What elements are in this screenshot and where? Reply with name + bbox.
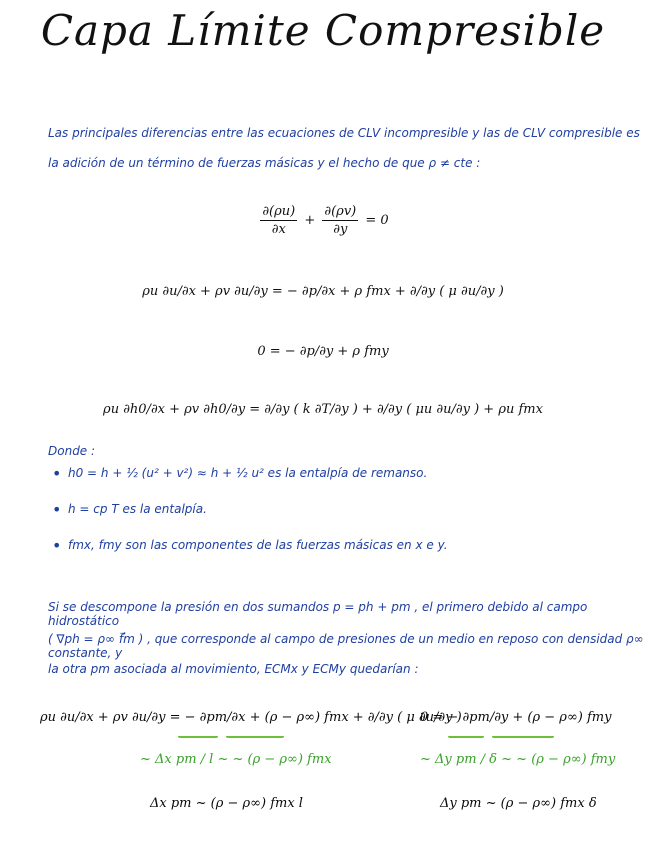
decomposition-line-1: Si se descompone la presión en dos sumandos p = ph + pm , el primero debido al campo hidrostático (48, 600, 588, 628)
momentum-y-equation: 0 = − ∂p/∂y + ρ fmy (257, 344, 389, 359)
list-item: • h = cp T es la entalpía. (52, 502, 448, 516)
underline-brace (178, 736, 218, 738)
underline-brace (448, 736, 484, 738)
numerator: ∂(ρu) (262, 204, 296, 219)
list-item: • h0 = h + ½ (u² + v²) ≈ h + ½ u² es la entalpía de remanso. (52, 466, 448, 480)
page-title: Capa Límite Compresible (40, 6, 606, 55)
list-item: • fmx, fmy son las componentes de las fuerzas másicas en x e y. (52, 538, 448, 552)
denominator: ∂x (271, 222, 286, 237)
energy-equation: ρu ∂h0/∂x + ρv ∂h0/∂y = ∂/∂y ( k ∂T/∂y ) + ∂/∂y ( μu ∂u/∂y ) + ρu fmx (103, 402, 543, 417)
continuity-equation (0, 204, 646, 237)
definitions-list (52, 466, 448, 574)
intro-line-2: la adición de un término de fuerzas másicas y el hecho de que ρ ≠ cte : (48, 156, 481, 170)
plus-sign: + (304, 213, 316, 228)
decomposition-line-3: la otra pm asociada al movimiento, ECMx y ECMy quedarían : (48, 662, 419, 676)
donde-label: Donde : (48, 444, 96, 458)
final-y-result: Δy pm ~ (ρ − ρ∞) fmx δ (440, 796, 597, 811)
rhs: = 0 (365, 213, 389, 228)
final-y-estimate: ~ Δy pm / δ ~ ~ (ρ − ρ∞) fmy (420, 752, 616, 767)
final-x-estimate: ~ Δx pm / l ~ ~ (ρ − ρ∞) fmx (140, 752, 332, 767)
intro-line-1: Las principales diferencias entre las ecuaciones de CLV incompresible y las de CLV compresible es (48, 126, 640, 140)
fraction (260, 204, 297, 237)
final-x-equation: ρu ∂u/∂x + ρv ∂u/∂y = − ∂pm/∂x + (ρ − ρ∞) fmx + ∂/∂y ( μ ∂u/∂y ) (40, 710, 462, 725)
decomposition-line-2: ( ∇ph = ρ∞ f⃗m ) , que corresponde al campo de presiones de un medio en reposo con densidad ρ∞ constante, y (48, 632, 644, 660)
underline-brace (492, 736, 554, 738)
numerator: ∂(ρv) (324, 204, 357, 219)
denominator: ∂y (333, 222, 348, 237)
fraction (322, 204, 358, 237)
final-y-equation: 0 = − ∂pm/∂y + (ρ − ρ∞) fmy (420, 710, 612, 725)
momentum-x-equation: ρu ∂u/∂x + ρv ∂u/∂y = − ∂p/∂x + ρ fmx + ∂/∂y ( μ ∂u/∂y ) (142, 284, 504, 299)
final-x-result: Δx pm ~ (ρ − ρ∞) fmx l (150, 796, 303, 811)
underline-brace (226, 736, 284, 738)
